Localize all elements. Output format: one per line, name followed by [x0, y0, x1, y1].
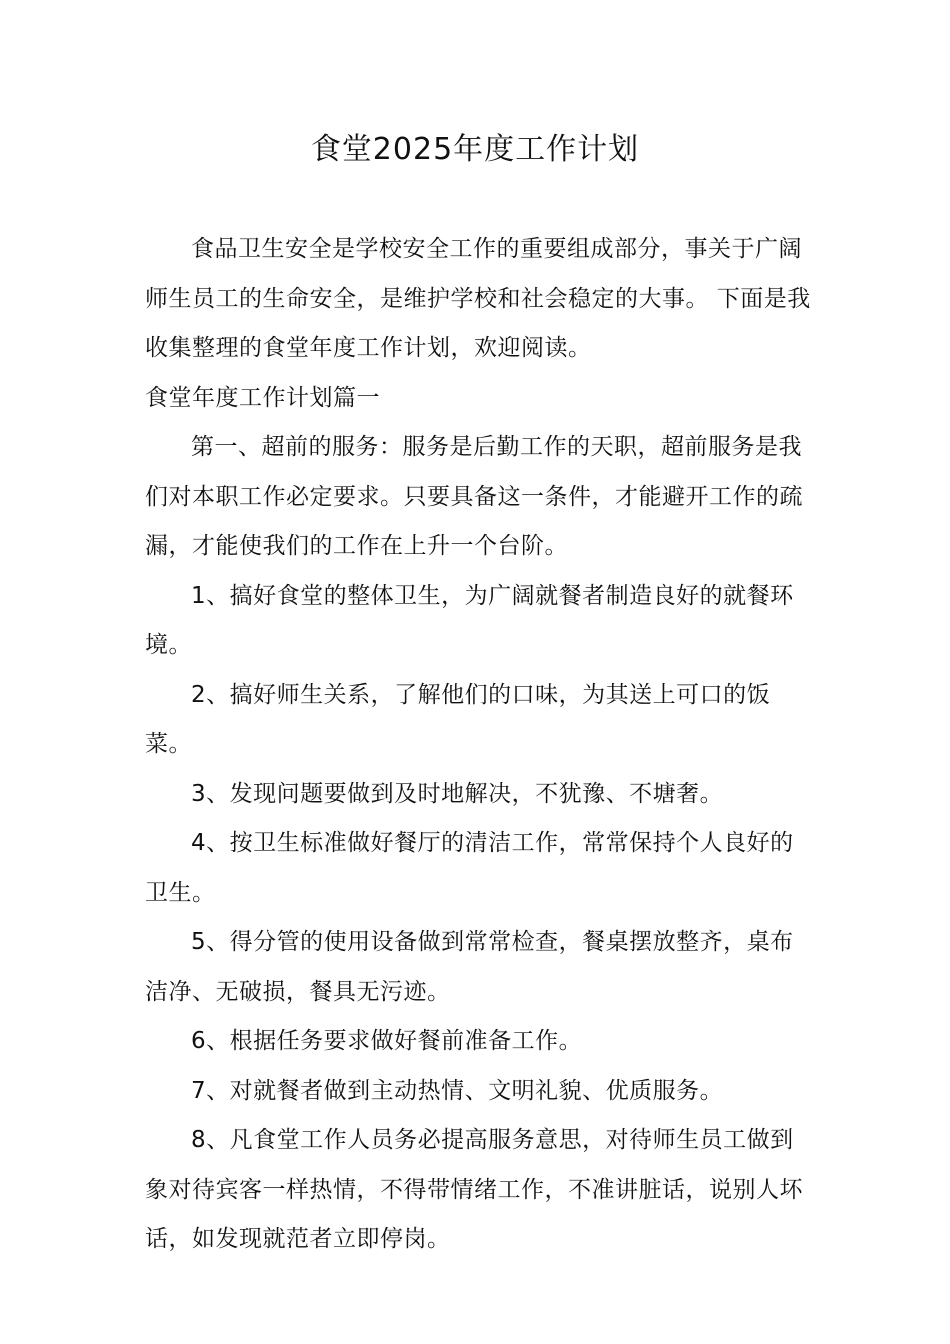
document-title: 食堂2025年度工作计划	[310, 132, 640, 167]
section-heading: 食堂年度工作计划篇一	[145, 384, 380, 411]
list-item: 7、对就餐者做到主动热情、文明礼貌、优质服务。	[191, 1077, 724, 1104]
list-item: 2、搞好师生关系，了解他们的口味，为其送上可口的饭菜。	[145, 681, 771, 757]
list-item: 3、发现问题要做到及时地解决，不犹豫、不塘奢。	[191, 780, 724, 807]
list-item: 4、按卫生标准做好餐厅的清洁工作，常常保持个人良好的卫生。	[145, 830, 794, 906]
list-item: 5、得分管的使用设备做到常常检查，餐桌摆放整齐，桌布洁净、无破损，餐具无污迹。	[145, 929, 794, 1005]
intro-paragraph: 食品卫生安全是学校安全工作的重要组成部分，事关于广阔师生员工的生命安全，是维护学校和社会稳定的大事。 下面是我收集整理的食堂年度工作计划，欢迎阅读。	[145, 236, 811, 361]
document-body	[145, 225, 815, 1265]
body-paragraph: 第一、超前的服务：服务是后勤工作的天职，超前服务是我们对本职工作必定要求。只要具备这一条件，才能避开工作的疏漏，才能使我们的工作在上升一个台阶。	[145, 434, 803, 559]
list-item: 8、凡食堂工作人员务必提高服务意思，对待师生员工做到象对待宾客一样热情，不得带情绪工作，不准讲脏话，说别人坏话，如发现就范者立即停岗。	[145, 1127, 803, 1252]
list-item: 1、搞好食堂的整体卫生，为广阔就餐者制造良好的就餐环境。	[145, 582, 794, 658]
list-item: 6、根据任务要求做好餐前准备工作。	[191, 1028, 583, 1054]
